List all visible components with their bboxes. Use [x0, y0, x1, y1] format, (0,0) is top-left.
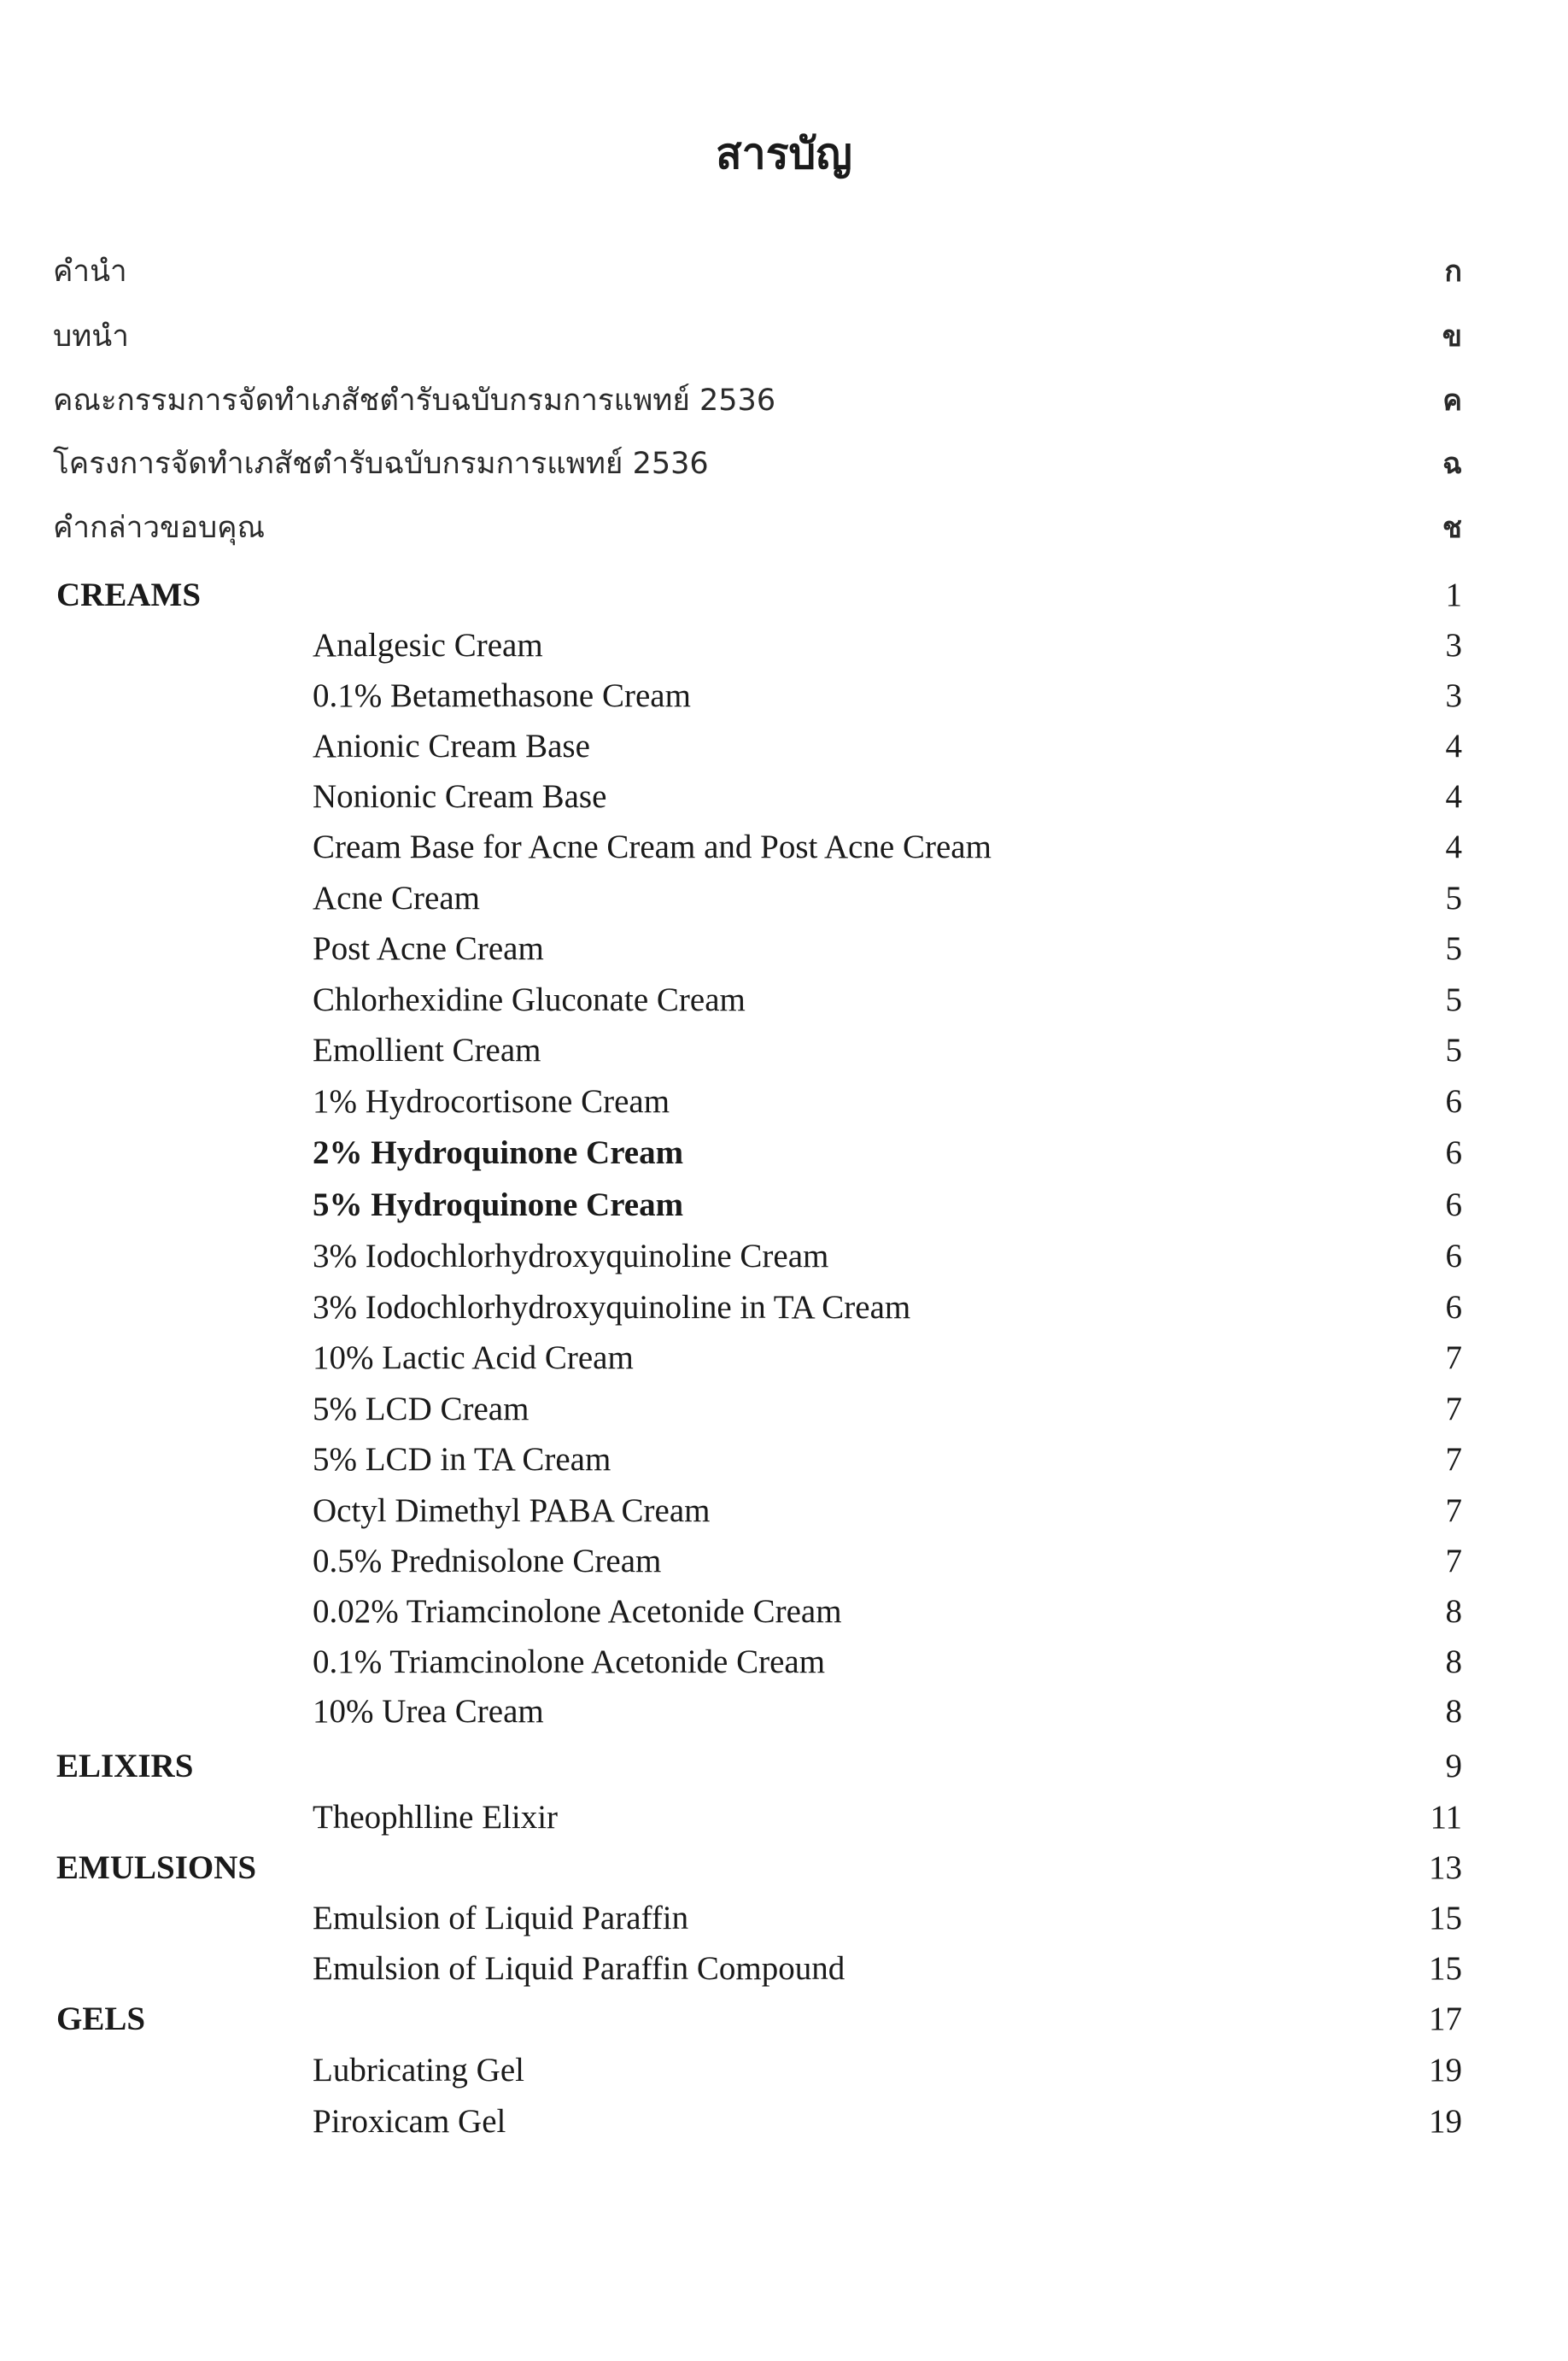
toc-entry	[0, 1078, 1568, 1126]
toc-entry-label: คณะกรรมการจัดทำเภสัชตำรับฉบับกรมการแพทย์ 2536	[53, 384, 776, 418]
toc-page-number: 6	[1445, 1083, 1462, 1120]
toc-entry-label: Anionic Cream Base	[313, 728, 590, 765]
toc-page-number: 5	[1445, 930, 1462, 967]
toc-entry-label: คำนำ	[53, 255, 127, 289]
toc-front-entry	[0, 377, 1568, 425]
toc-entry-label: บทนำ	[53, 319, 129, 354]
toc-entry	[0, 622, 1568, 670]
toc-entry-label: Cream Base for Acne Cream and Post Acne Cream	[313, 829, 992, 865]
toc-entry	[0, 1487, 1568, 1535]
toc-page-number: ข	[1442, 319, 1462, 354]
toc-entry	[0, 925, 1568, 973]
toc-page-number: 5	[1445, 981, 1462, 1018]
toc-section-heading	[0, 1743, 1568, 1790]
toc-entry	[0, 1538, 1568, 1585]
toc-entry-label: 2% Hydroquinone Cream	[313, 1134, 684, 1171]
toc-entry	[0, 1129, 1568, 1177]
toc-entry-label: Post Acne Cream	[313, 930, 544, 967]
toc-entry	[0, 1027, 1568, 1075]
toc-entry-label: 10% Urea Cream	[313, 1693, 544, 1730]
toc-entry-label: 1% Hydrocortisone Cream	[313, 1083, 670, 1120]
toc-page-number: 19	[1429, 2052, 1462, 2089]
toc-entry	[0, 723, 1568, 770]
toc-entry-label: 0.1% Triamcinolone Acetonide Cream	[313, 1643, 826, 1680]
toc-section-heading	[0, 571, 1568, 619]
toc-front-entry	[0, 248, 1568, 296]
toc-page-number: ฉ	[1442, 447, 1462, 481]
toc-page-number: ก	[1444, 255, 1462, 289]
toc-entry-label: 0.1% Betamethasone Cream	[313, 677, 691, 714]
toc-entry	[0, 773, 1568, 821]
toc-page-number: 5	[1445, 880, 1462, 917]
toc-page-number: 15	[1429, 1900, 1462, 1936]
toc-entry	[0, 1233, 1568, 1280]
toc-front-entry	[0, 313, 1568, 360]
toc-page-number: 3	[1445, 627, 1462, 664]
toc-page-number: 6	[1445, 1186, 1462, 1223]
section-title: CREAMS	[56, 577, 202, 613]
section-title: GELS	[56, 2001, 146, 2037]
toc-entry-label: Theophlline Elixir	[313, 1799, 559, 1836]
toc-page-number: ช	[1442, 511, 1462, 545]
toc-entry-label: 3% Iodochlorhydroxyquinoline in TA Cream	[313, 1289, 911, 1326]
toc-page-number: 8	[1445, 1643, 1462, 1680]
toc-entry-label: Emulsion of Liquid Paraffin Compound	[313, 1950, 845, 1987]
toc-entry	[0, 1436, 1568, 1484]
toc-entry	[0, 2098, 1568, 2146]
toc-entry-label: 5% LCD Cream	[313, 1391, 529, 1427]
toc-entry-label: โครงการจัดทำเภสัชตำรับฉบับกรมการแพทย์ 2536	[53, 447, 709, 481]
toc-page-number: 5	[1445, 1032, 1462, 1069]
toc-page-number: 11	[1430, 1799, 1462, 1836]
toc-page-number: 7	[1445, 1543, 1462, 1579]
toc-entry	[0, 1688, 1568, 1736]
section-title: ELIXIRS	[56, 1748, 194, 1784]
toc-page-number: 3	[1445, 677, 1462, 714]
toc-entry-label: คำกล่าวขอบคุณ	[53, 511, 266, 545]
toc-page-number: 6	[1445, 1289, 1462, 1326]
toc-entry-label: 0.02% Triamcinolone Acetonide Cream	[313, 1593, 842, 1630]
toc-entry	[0, 823, 1568, 871]
toc-page-number: 15	[1429, 1950, 1462, 1987]
toc-entry-label: Acne Cream	[313, 880, 480, 917]
toc-page-number: 4	[1445, 829, 1462, 865]
toc-entry-label: Nonionic Cream Base	[313, 778, 607, 815]
section-title: EMULSIONS	[56, 1849, 257, 1886]
toc-entry	[0, 875, 1568, 923]
toc-entry	[0, 1945, 1568, 1993]
toc-section-heading	[0, 1844, 1568, 1892]
toc-entry	[0, 1895, 1568, 1942]
toc-page-number: 6	[1445, 1134, 1462, 1171]
toc-page-number: 13	[1429, 1849, 1462, 1886]
toc-section-heading	[0, 1995, 1568, 2043]
toc-entry	[0, 1284, 1568, 1332]
toc-page-number: 6	[1445, 1238, 1462, 1274]
toc-front-entry	[0, 504, 1568, 552]
toc-entry-label: Emulsion of Liquid Paraffin	[313, 1900, 689, 1936]
toc-page-number: 7	[1445, 1339, 1462, 1376]
toc-entry-label: 5% Hydroquinone Cream	[313, 1186, 684, 1223]
toc-entry	[0, 1181, 1568, 1229]
toc-page-number: 8	[1445, 1593, 1462, 1630]
toc-page-number: 9	[1445, 1748, 1462, 1784]
toc-page-number: 4	[1445, 778, 1462, 815]
toc-entry	[0, 672, 1568, 720]
toc-page-number: 4	[1445, 728, 1462, 765]
toc-entry	[0, 2047, 1568, 2094]
toc-entry	[0, 1638, 1568, 1686]
page-title: สารบัญ	[716, 129, 852, 179]
toc-entry	[0, 1794, 1568, 1842]
toc-entry	[0, 976, 1568, 1024]
toc-entry-label: 10% Lactic Acid Cream	[313, 1339, 634, 1376]
toc-page-number: ค	[1442, 384, 1462, 418]
toc-entry	[0, 1334, 1568, 1382]
toc-page-number: 7	[1445, 1441, 1462, 1478]
toc-entry-label: Analgesic Cream	[313, 627, 543, 664]
toc-page-number: 17	[1429, 2001, 1462, 2037]
toc-entry-label: Lubricating Gel	[313, 2052, 524, 2089]
toc-entry-label: 3% Iodochlorhydroxyquinoline Cream	[313, 1238, 829, 1274]
toc-page-number: 7	[1445, 1492, 1462, 1529]
toc-entry	[0, 1386, 1568, 1433]
toc-entry-label: 0.5% Prednisolone Cream	[313, 1543, 662, 1579]
toc-page-number: 1	[1445, 577, 1462, 613]
toc-page-number: 7	[1445, 1391, 1462, 1427]
toc-entry-label: Piroxicam Gel	[313, 2103, 506, 2140]
toc-page-number: 8	[1445, 1693, 1462, 1730]
toc-entry	[0, 1588, 1568, 1636]
toc-page-number: 19	[1429, 2103, 1462, 2140]
toc-entry-label: Emollient Cream	[313, 1032, 541, 1069]
toc-entry-label: Octyl Dimethyl PABA Cream	[313, 1492, 711, 1529]
toc-entry-label: 5% LCD in TA Cream	[313, 1441, 611, 1478]
toc-front-entry	[0, 440, 1568, 488]
toc-entry-label: Chlorhexidine Gluconate Cream	[313, 981, 746, 1018]
